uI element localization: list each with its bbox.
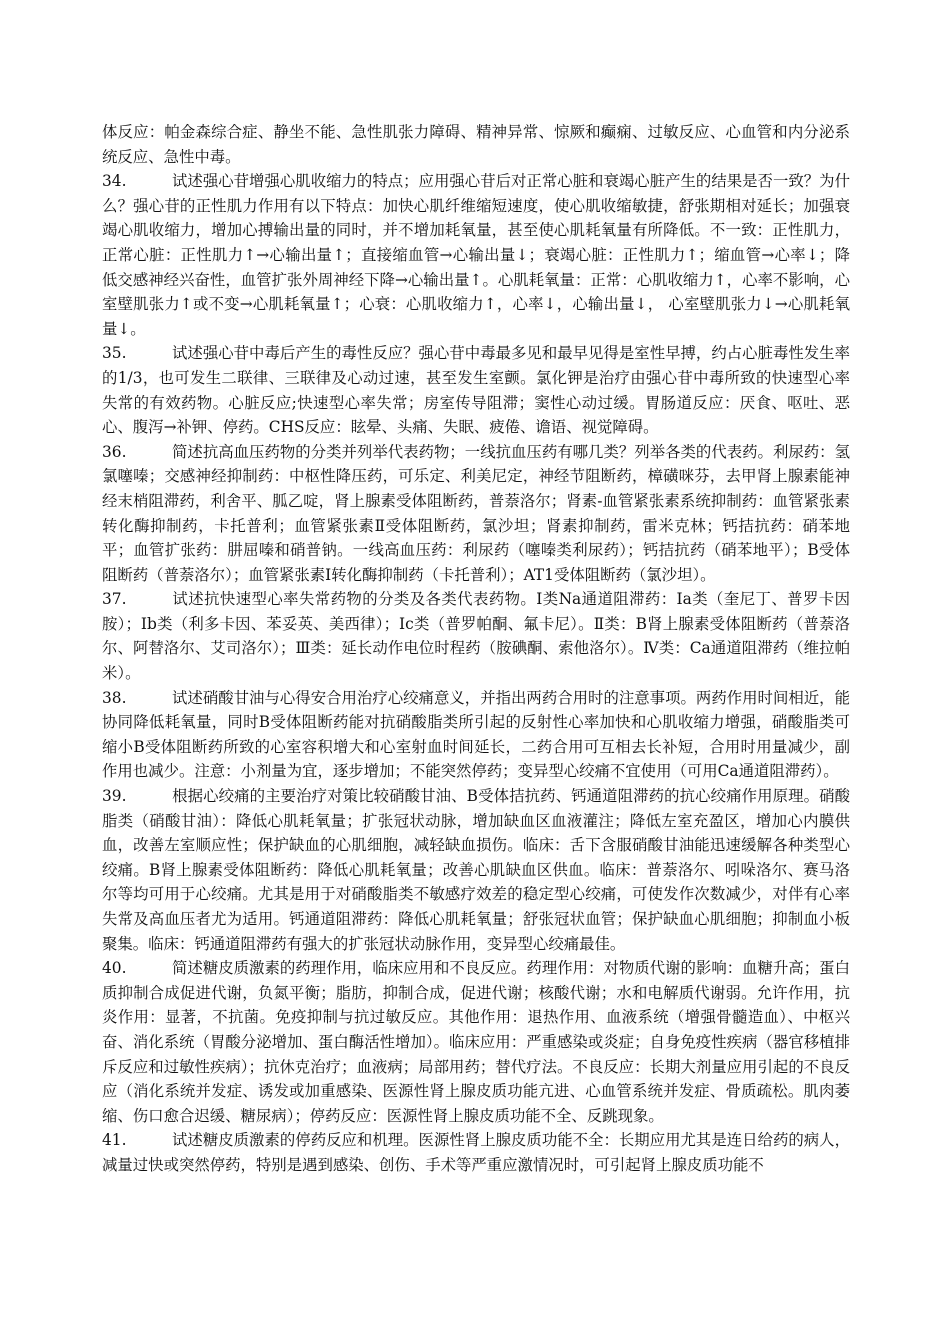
question-41 xyxy=(102,1128,850,1177)
question-34 xyxy=(102,169,850,341)
question-35 xyxy=(102,341,850,439)
document-page xyxy=(102,120,850,1178)
question-number: 36. xyxy=(102,442,127,461)
question-number: 38. xyxy=(102,688,127,707)
question-text: 试述强心苷中毒后产生的毒性反应？强心苷中毒最多见和最早见得是室性早搏，约占心脏毒性发生率的1/3，也可发生二联律、三联律及心动过速，甚至发生室颤。氯化钾是治疗由强心苷中毒所致的快速型心率失常的有效药物。心脏反应;快速型心率失常；房室传导阻滞；窦性心动过缓。胃肠道反应：厌食、呕吐、恶心、腹泻→补钾、停药。CHS反应：眩晕、头痛、失眠、疲倦、谵语、视觉障碍。 xyxy=(102,344,850,437)
question-text: 根据心绞痛的主要治疗对策比较硝酸甘油、Β受体拮抗药、钙通道阻滞药的抗心绞痛作用原理。硝酸脂类（硝酸甘油）：降低心肌耗氧量；扩张冠状动脉，增加缺血区血液灌注；降低左室充盈区，增加心内膜供血，改善左室顺应性；保护缺血的心肌细胞，减轻缺血损伤。临床：舌下含服硝酸甘油能迅速缓解各种类型心绞痛。Β肾上腺素受体阻断药：降低心肌耗氧量；改善心肌缺血区供血。临床：普萘洛尔、吲哚洛尔、赛马洛尔等均可用于心绞痛。尤其是用于对硝酸脂类不敏感疗效差的稳定型心绞痛，可使发作次数减少，对伴有心率失常及高血压者尤为适用。钙通道阻滞药：降低心肌耗氧量；舒张冠状血管；保护缺血心肌细胞；抑制血小板聚集。临床：钙通道阻滞药有强大的扩张冠状动脉作用，变异型心绞痛最佳。 xyxy=(102,787,850,953)
question-number: 41. xyxy=(102,1131,127,1150)
question-number: 35. xyxy=(102,344,127,363)
question-number: 39. xyxy=(102,787,127,806)
question-38 xyxy=(102,686,850,784)
question-39 xyxy=(102,784,850,956)
question-text: 简述抗高血压药物的分类并列举代表药物；一线抗血压药有哪几类？列举各类的代表药。利尿药：氢氯噻嗪；交感神经抑制药：中枢性降压药，可乐定、利美尼定，神经节阻断药，樟磺咪芬，去甲肾上腺素能神经末梢阻滞药，利舍平、胍乙啶，肾上腺素受体阻断药，普萘洛尔；肾素-血管紧张素系统抑制药：血管紧张素转化酶抑制药，卡托普利；血管紧张素Ⅱ受体阻断药，氯沙坦；肾素抑制药，雷米克林；钙拮抗药：硝苯地平；血管扩张药：肼屈嗪和硝普钠。一线高血压药：利尿药（噻嗪类利尿药）；钙拮抗药（硝苯地平）；Β受体阻断药（普萘洛尔）；血管紧张素Ⅰ转化酶抑制药（卡托普利）；AT1受体阻断药（氯沙坦）。 xyxy=(102,442,850,584)
question-37 xyxy=(102,587,850,685)
question-number: 34. xyxy=(102,172,127,191)
question-number: 37. xyxy=(102,590,127,609)
question-text: 试述糖皮质激素的停药反应和机理。医源性肾上腺皮质功能不全：长期应用尤其是连日给药的病人，减量过快或突然停药，特别是遇到感染、创伤、手术等严重应激情况时，可引起肾上腺皮质功能不 xyxy=(102,1131,850,1174)
question-text: 试述抗快速型心率失常药物的分类及各类代表药物。Ⅰ类Na通道阻滞药：Ia类（奎尼丁、普罗卡因胺）；Ib类（利多卡因、苯妥英、美西律）；Ic类（普罗帕酮、氟卡尼）。Ⅱ类：Β肾上腺素受体阻断药（普萘洛尔、阿替洛尔、艾司洛尔）；Ⅲ类：延长动作电位时程药（胺碘酮、索他洛尔）。Ⅳ类：Ca通道阻滞药（维拉帕米）。 xyxy=(102,590,850,683)
question-40 xyxy=(102,956,850,1128)
question-text: 简述糖皮质激素的药理作用，临床应用和不良反应。药理作用：对物质代谢的影响：血糖升高；蛋白质抑制合成促进代谢，负氮平衡；脂肪，抑制合成，促进代谢；核酸代谢；水和电解质代谢弱。允许作用，抗炎作用：显著，不抗菌。免疫抑制与抗过敏反应。其他作用：退热作用、血液系统（增强骨髓造血）、中枢兴奋、消化系统（胃酸分泌增加、蛋白酶活性增加）。临床应用：严重感染或炎症；自身免疫性疾病（器官移植排斥反应和过敏性疾病）；抗休克治疗；血液病；局部用药；替代疗法。不良反应：长期大剂量应用引起的不良反应（消化系统并发症、诱发或加重感染、医源性肾上腺皮质功能亢进、心血管系统并发症、骨质疏松。肌肉萎缩、伤口愈合迟缓、糖尿病）；停药反应：医源性肾上腺皮质功能不全、反跳现象。 xyxy=(102,959,850,1125)
question-36 xyxy=(102,440,850,588)
question-text: 试述强心苷增强心肌收缩力的特点；应用强心苷后对正常心脏和衰竭心脏产生的结果是否一致？为什么？强心苷的正性肌力作用有以下特点：加快心肌纤维缩短速度，使心肌收缩敏捷，舒张期相对延长；加强衰竭心肌收缩力，增加心搏输出量的同时，并不增加耗氧量，甚至使心肌耗氧量有所降低。不一致：正性肌力，正常心脏：正性肌力↑→心输出量↑；直接缩血管→心输出量↓；衰竭心脏：正性肌力↑；缩血管→心率↓；降低交感神经兴奋性，血管扩张外周神经下降→心输出量↑。心肌耗氧量：正常：心肌收缩力↑，心率不影响，心室壁肌张力↑或不变→心肌耗氧量↑；心衰：心肌收缩力↑，心率↓，心输出量↓， 心室壁肌张力↓→心肌耗氧量↓。 xyxy=(102,172,850,338)
intro-paragraph: 体反应：帕金森综合症、静坐不能、急性肌张力障碍、精神异常、惊厥和癫痫、过敏反应、心血管和内分泌系统反应、急性中毒。 xyxy=(102,123,850,166)
question-text: 试述硝酸甘油与心得安合用治疗心绞痛意义，并指出两药合用时的注意事项。两药作用时间相近，能协同降低耗氧量，同时Β受体阻断药能对抗硝酸脂类所引起的反射性心率加快和心肌收缩力增强，硝酸脂类可缩小Β受体阻断药所致的心室容积增大和心室射血时间延长，二药合用可互相去长补短，合用时用量减少，副作用也减少。注意：小剂量为宜，逐步增加；不能突然停药；变异型心绞痛不宜使用（可用Ca通道阻滞药）。 xyxy=(102,688,850,781)
question-number: 40. xyxy=(102,959,127,978)
